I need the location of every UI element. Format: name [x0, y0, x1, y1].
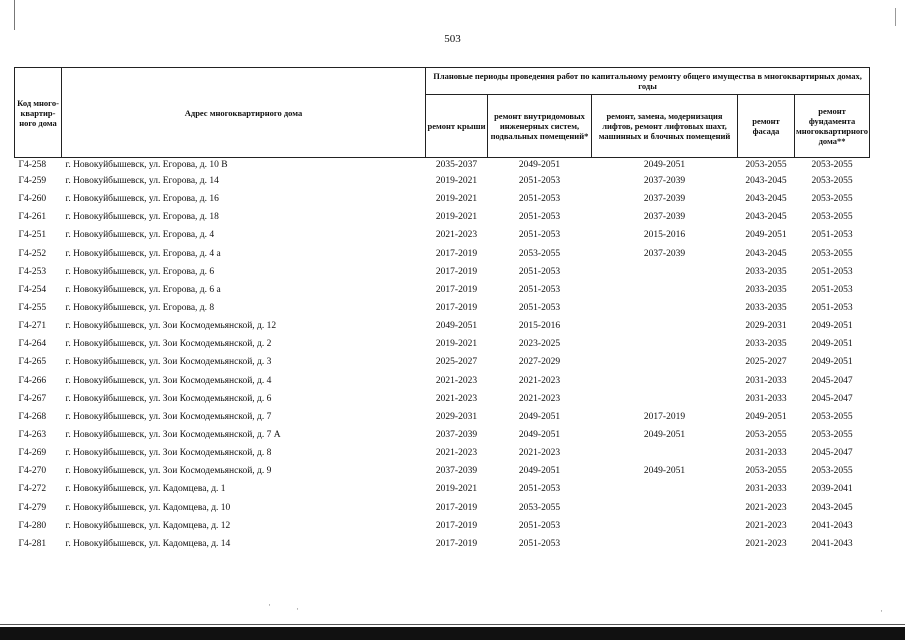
- cell-code: Г4-264: [18, 339, 47, 350]
- cell-elevators: 2037-2039: [643, 212, 686, 223]
- cell-elevators: [592, 317, 738, 335]
- cell-address: г. Новокуйбышевск, ул. Кадомцева, д. 12: [65, 520, 231, 531]
- table-row: [15, 535, 870, 553]
- cell-engineering: 2049-2051: [518, 160, 561, 170]
- table-row: [15, 480, 870, 498]
- cell-facade: 2033-2035: [745, 339, 787, 350]
- cell-facade: 2043-2045: [745, 212, 787, 223]
- cell-foundation: 2041-2043: [811, 538, 853, 549]
- cell-facade: 2031-2033: [745, 375, 787, 386]
- cell-foundation: 2053-2055: [811, 194, 853, 205]
- cell-facade: 2043-2045: [745, 194, 787, 205]
- cell-roof: 2035-2037: [435, 160, 478, 170]
- cell-code: Г4-259: [18, 176, 47, 187]
- cell-engineering: 2051-2053: [518, 284, 561, 295]
- cell-foundation: 2051-2053: [811, 284, 853, 295]
- header-elevators: ремонт, замена, модернизация лифтов, ремонт лифтовых шахт, машинных и блочных помещений: [592, 95, 738, 158]
- cell-code: Г4-270: [18, 466, 47, 477]
- cell-facade: 2021-2023: [745, 520, 787, 531]
- cell-code: Г4-253: [18, 266, 47, 277]
- cell-facade: 2031-2033: [745, 393, 787, 404]
- table-row: [15, 190, 870, 208]
- header-foundation: ремонт фундамента многоквартирного дома**: [795, 95, 870, 158]
- cell-foundation: 2045-2047: [811, 375, 853, 386]
- cell-roof: 2017-2019: [435, 284, 478, 295]
- cell-code: Г4-258: [18, 160, 47, 170]
- cell-elevators: 2015-2016: [643, 230, 686, 241]
- cell-engineering: 2023-2025: [518, 339, 561, 350]
- table-row: [15, 517, 870, 535]
- cell-code: Г4-271: [18, 321, 47, 332]
- cell-roof: 2017-2019: [435, 303, 478, 314]
- cell-code: Г4-261: [18, 212, 47, 223]
- cell-engineering: 2049-2051: [518, 466, 561, 477]
- table-row: [15, 353, 870, 371]
- table-header: [15, 68, 870, 158]
- cell-engineering: 2053-2055: [518, 248, 561, 259]
- cell-foundation: 2051-2053: [811, 230, 853, 241]
- table-row: [15, 208, 870, 226]
- cell-code: Г4-254: [18, 284, 47, 295]
- table-row: [15, 462, 870, 480]
- cell-elevators: [592, 390, 738, 408]
- cell-roof: 2019-2021: [435, 176, 478, 187]
- cell-roof: 2037-2039: [435, 430, 478, 441]
- cell-elevators: 2037-2039: [643, 176, 686, 187]
- cell-facade: 2049-2051: [745, 230, 787, 241]
- cell-facade: 2033-2035: [745, 303, 787, 314]
- cell-code: Г4-265: [18, 357, 47, 368]
- cell-elevators: 2017-2019: [643, 411, 686, 422]
- cell-address: г. Новокуйбышевск, ул. Кадомцева, д. 14: [65, 538, 231, 549]
- capital-repair-schedule-table: [14, 67, 870, 553]
- cell-roof: 2017-2019: [435, 266, 478, 277]
- cell-elevators: 2037-2039: [643, 248, 686, 259]
- cell-engineering: 2051-2053: [518, 176, 561, 187]
- cell-elevators: [592, 444, 738, 462]
- cell-foundation: 2039-2041: [811, 484, 853, 495]
- cell-address: г. Новокуйбышевск, ул. Кадомцева, д. 10: [65, 502, 231, 513]
- cell-facade: 2053-2055: [745, 160, 787, 170]
- cell-address: г. Новокуйбышевск, ул. Зои Космодемьянской, д. 9: [65, 466, 272, 477]
- cell-address: г. Новокуйбышевск, ул. Зои Космодемьянской, д. 4: [65, 375, 272, 386]
- cell-roof: 2019-2021: [435, 212, 478, 223]
- cell-engineering: 2051-2053: [518, 212, 561, 223]
- table-row: [15, 335, 870, 353]
- cell-engineering: 2051-2053: [518, 230, 561, 241]
- cell-engineering: 2021-2023: [518, 393, 561, 404]
- cell-code: Г4-269: [18, 448, 47, 459]
- cell-facade: 2031-2033: [745, 448, 787, 459]
- cell-engineering: 2049-2051: [518, 430, 561, 441]
- table-row: [15, 158, 870, 173]
- table-row: [15, 263, 870, 281]
- cell-facade: 2021-2023: [745, 538, 787, 549]
- cell-facade: 2025-2027: [745, 357, 787, 368]
- cell-engineering: 2015-2016: [518, 321, 561, 332]
- cell-address: г. Новокуйбышевск, ул. Егорова, д. 4 а: [65, 248, 221, 259]
- cell-roof: 2017-2019: [435, 502, 478, 513]
- cell-address: г. Новокуйбышевск, ул. Егорова, д. 4: [65, 230, 215, 241]
- cell-engineering: 2051-2053: [518, 266, 561, 277]
- cell-elevators: [592, 499, 738, 517]
- cell-address: г. Новокуйбышевск, ул. Егорова, д. 14: [65, 176, 219, 187]
- cell-address: г. Новокуйбышевск, ул. Зои Космодемьянской, д. 12: [65, 321, 277, 332]
- cell-roof: 2049-2051: [435, 321, 478, 332]
- cell-facade: 2043-2045: [745, 176, 787, 187]
- cell-address: г. Новокуйбышевск, ул. Егорова, д. 6: [65, 266, 215, 277]
- cell-elevators: [592, 517, 738, 535]
- cell-engineering: 2051-2053: [518, 303, 561, 314]
- cell-code: Г4-280: [18, 520, 47, 531]
- scan-speck: ·: [296, 604, 299, 614]
- cell-code: Г4-263: [18, 430, 47, 441]
- cell-code: Г4-281: [18, 538, 47, 549]
- table-row: [15, 390, 870, 408]
- cell-foundation: 2053-2055: [811, 430, 853, 441]
- cell-facade: 2053-2055: [745, 430, 787, 441]
- cell-elevators: 2049-2051: [643, 430, 686, 441]
- cell-code: Г4-266: [18, 375, 47, 386]
- cell-roof: 2021-2023: [435, 230, 478, 241]
- cell-code: Г4-267: [18, 393, 47, 404]
- cell-engineering: 2051-2053: [518, 538, 561, 549]
- table-row: [15, 408, 870, 426]
- cell-elevators: [592, 480, 738, 498]
- cell-elevators: [592, 353, 738, 371]
- cell-facade: 2049-2051: [745, 411, 787, 422]
- header-facade: ремонт фасада: [738, 95, 795, 158]
- table-row: [15, 245, 870, 263]
- cell-address: г. Новокуйбышевск, ул. Зои Космодемьянской, д. 7 А: [65, 430, 281, 441]
- cell-foundation: 2053-2055: [811, 248, 853, 259]
- cell-code: Г4-279: [18, 502, 47, 513]
- scan-edge-line-right: [895, 8, 896, 26]
- cell-roof: 2029-2031: [435, 411, 478, 422]
- cell-foundation: 2053-2055: [811, 160, 853, 170]
- cell-code: Г4-272: [18, 484, 47, 495]
- cell-facade: 2029-2031: [745, 321, 787, 332]
- cell-address: г. Новокуйбышевск, ул. Зои Космодемьянской, д. 7: [65, 411, 272, 422]
- cell-roof: 2017-2019: [435, 520, 478, 531]
- cell-elevators: [592, 263, 738, 281]
- cell-facade: 2031-2033: [745, 484, 787, 495]
- header-periods-group: Плановые периоды проведения работ по капитальному ремонту общего имущества в многоквартирных домах, годы: [426, 68, 870, 95]
- cell-foundation: 2053-2055: [811, 212, 853, 223]
- cell-address: г. Новокуйбышевск, ул. Егорова, д. 16: [65, 194, 219, 205]
- cell-roof: 2025-2027: [435, 357, 478, 368]
- cell-address: г. Новокуйбышевск, ул. Кадомцева, д. 1: [65, 484, 226, 495]
- cell-roof: 2019-2021: [435, 194, 478, 205]
- cell-facade: 2021-2023: [745, 502, 787, 513]
- table-row: [15, 444, 870, 462]
- cell-roof: 2021-2023: [435, 448, 478, 459]
- table-row: [15, 372, 870, 390]
- scan-border-line: [0, 624, 905, 625]
- table-row: [15, 317, 870, 335]
- cell-address: г. Новокуйбышевск, ул. Егорова, д. 18: [65, 212, 219, 223]
- cell-address: г. Новокуйбышевск, ул. Егорова, д. 10 В: [65, 160, 228, 170]
- table-body: [15, 158, 870, 553]
- page-number: 503: [444, 33, 461, 45]
- cell-address: г. Новокуйбышевск, ул. Егорова, д. 6 а: [65, 284, 221, 295]
- header-roof: ремонт крыши: [426, 95, 488, 158]
- cell-elevators: 2049-2051: [643, 160, 686, 170]
- table-row: [15, 426, 870, 444]
- cell-facade: 2033-2035: [745, 284, 787, 295]
- cell-foundation: 2051-2053: [811, 266, 853, 277]
- cell-code: Г4-255: [18, 303, 47, 314]
- cell-foundation: 2053-2055: [811, 176, 853, 187]
- table-row: [15, 281, 870, 299]
- cell-foundation: 2053-2055: [811, 411, 853, 422]
- table-row: [15, 172, 870, 190]
- cell-engineering: 2053-2055: [518, 502, 561, 513]
- cell-address: г. Новокуйбышевск, ул. Зои Космодемьянской, д. 6: [65, 393, 272, 404]
- cell-address: г. Новокуйбышевск, ул. Егорова, д. 8: [65, 303, 215, 314]
- scan-speck: ·: [880, 606, 883, 616]
- table-row: [15, 499, 870, 517]
- scan-speck: ·: [268, 600, 271, 610]
- cell-elevators: [592, 281, 738, 299]
- cell-engineering: 2049-2051: [518, 411, 561, 422]
- cell-roof: 2021-2023: [435, 393, 478, 404]
- cell-facade: 2043-2045: [745, 248, 787, 259]
- cell-roof: 2017-2019: [435, 538, 478, 549]
- cell-roof: 2017-2019: [435, 248, 478, 259]
- cell-facade: 2033-2035: [745, 266, 787, 277]
- cell-code: Г4-251: [18, 230, 47, 241]
- cell-elevators: [592, 299, 738, 317]
- cell-address: г. Новокуйбышевск, ул. Зои Космодемьянской, д. 8: [65, 448, 272, 459]
- cell-address: г. Новокуйбышевск, ул. Зои Космодемьянской, д. 3: [65, 357, 272, 368]
- cell-foundation: 2045-2047: [811, 393, 853, 404]
- cell-engineering: 2051-2053: [518, 194, 561, 205]
- cell-foundation: 2043-2045: [811, 502, 853, 513]
- header-address: Адрес многоквартирного дома: [62, 68, 426, 158]
- cell-foundation: 2053-2055: [811, 466, 853, 477]
- cell-engineering: 2021-2023: [518, 375, 561, 386]
- header-code: Код много-квартир-ного дома: [15, 68, 62, 158]
- cell-elevators: [592, 335, 738, 353]
- table-row: [15, 226, 870, 244]
- scan-border-bottom: [0, 627, 905, 640]
- cell-engineering: 2021-2023: [518, 448, 561, 459]
- cell-elevators: [592, 535, 738, 553]
- cell-facade: 2053-2055: [745, 466, 787, 477]
- cell-foundation: 2049-2051: [811, 357, 853, 368]
- cell-roof: 2019-2021: [435, 484, 478, 495]
- cell-engineering: 2051-2053: [518, 484, 561, 495]
- scan-edge-line-left: [14, 0, 15, 30]
- cell-roof: 2021-2023: [435, 375, 478, 386]
- cell-elevators: [592, 372, 738, 390]
- cell-foundation: 2051-2053: [811, 303, 853, 314]
- cell-foundation: 2049-2051: [811, 321, 853, 332]
- cell-code: Г4-252: [18, 248, 47, 259]
- cell-roof: 2019-2021: [435, 339, 478, 350]
- cell-elevators: 2049-2051: [643, 466, 686, 477]
- cell-address: г. Новокуйбышевск, ул. Зои Космодемьянской, д. 2: [65, 339, 272, 350]
- header-engineering: ремонт внутридомовых инженерных систем, подвальных помещений*: [488, 95, 592, 158]
- cell-elevators: 2037-2039: [643, 194, 686, 205]
- table-row: [15, 299, 870, 317]
- cell-foundation: 2049-2051: [811, 339, 853, 350]
- cell-foundation: 2041-2043: [811, 520, 853, 531]
- cell-code: Г4-260: [18, 194, 47, 205]
- cell-engineering: 2051-2053: [518, 520, 561, 531]
- cell-code: Г4-268: [18, 411, 47, 422]
- cell-foundation: 2045-2047: [811, 448, 853, 459]
- cell-engineering: 2027-2029: [518, 357, 561, 368]
- cell-roof: 2037-2039: [435, 466, 478, 477]
